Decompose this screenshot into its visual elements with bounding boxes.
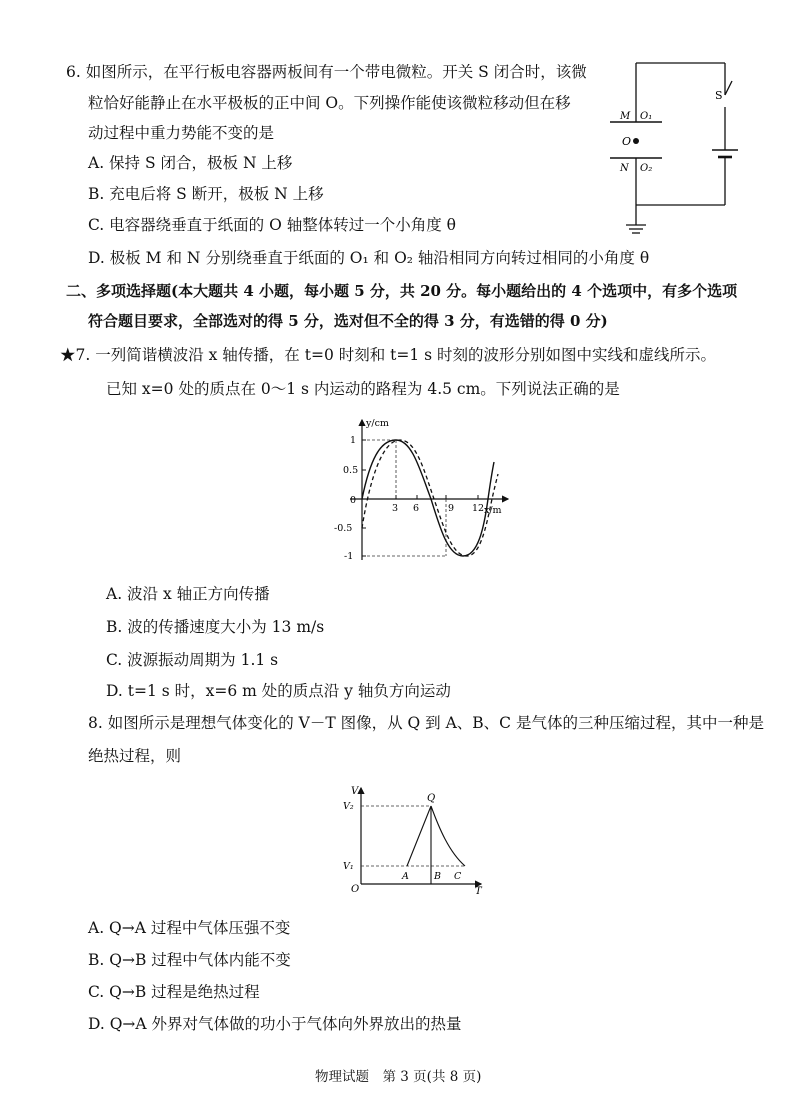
ytick-neg-0-5: -0.5 (334, 523, 353, 534)
xtick-3: 3 (392, 503, 399, 514)
capacitor-circuit-figure (600, 55, 750, 255)
ytick-0-5: 0.5 (343, 465, 359, 476)
switch-label: S (715, 89, 723, 102)
q6-option-d: D. 极板 M 和 N 分别绕垂直于纸面的 O₁ 和 O₂ 轴沿相同方向转过相同的小角度 θ (88, 249, 650, 267)
center-o-label: O (622, 135, 632, 148)
q-point-label: Q (427, 793, 436, 804)
q6-option-c: C. 电容器绕垂直于纸面的 O 轴整体转过一个小角度 θ (88, 216, 456, 234)
q7-option-b: B. 波的传播速度大小为 13 m/s (106, 618, 325, 636)
o1-label: O₁ (640, 111, 653, 122)
v1-label: V₁ (343, 861, 354, 872)
origin-label: O (351, 884, 360, 895)
q8-stem-line-1: 8. 如图所示是理想气体变化的 V－T 图像，从 Q 到 A、B、C 是气体的三种压缩过程，其中一种是 (88, 714, 764, 732)
vt-graph-figure (335, 782, 495, 897)
xtick-6: 6 (413, 503, 420, 514)
section-2-header-line-2: 符合题目要求，全部选对的得 5 分，选对但不全的得 3 分，有选错的得 0 分) (88, 312, 608, 330)
q8-option-a: A. Q→A 过程中气体压强不变 (88, 919, 291, 937)
t-axis-label: T (475, 886, 482, 897)
v-axis-label: V (351, 786, 359, 797)
q7-option-c: C. 波源振动周期为 1.1 s (106, 651, 279, 669)
q8-stem-line-2: 绝热过程，则 (88, 747, 182, 765)
q7-option-a: A. 波沿 x 轴正方向传播 (106, 585, 270, 603)
section-2-header-line-1: 二、多项选择题(本大题共 4 小题，每小题 5 分，共 20 分。每小题给出的 4 个选项中，有多个选项 (66, 282, 738, 300)
q8-option-b: B. Q→B 过程中气体内能不变 (88, 951, 291, 969)
ytick-1: 1 (350, 435, 357, 446)
q7-stem-line-1: ★7. 一列简谐横波沿 x 轴传播，在 t=0 时刻和 t=1 s 时刻的波形分别如图中实线和虚线所示。 (60, 346, 717, 364)
page-footer: 物理试题 第 3 页(共 8 页) (315, 1069, 482, 1085)
xtick-9: 9 (448, 503, 455, 514)
q-to-c-curve (431, 806, 465, 866)
wave-graph-figure (320, 410, 520, 570)
q6-option-b: B. 充电后将 S 断开，极板 N 上移 (88, 185, 324, 203)
q7-stem-line-2: 已知 x=0 处的质点在 0～1 s 内运动的路程为 4.5 cm。下列说法正确的是 (106, 380, 620, 398)
plate-n-label: N (620, 163, 629, 174)
ytick-neg-1: -1 (344, 551, 354, 562)
xtick-12: 12 (472, 503, 485, 514)
charged-particle (633, 138, 639, 144)
q-to-a-line (407, 806, 431, 866)
q6-stem-line-1: 6. 如图所示，在平行板电容器两板间有一个带电微粒。开关 S 闭合时，该微 (66, 63, 587, 81)
q6-option-a: A. 保持 S 闭合，极板 N 上移 (88, 154, 293, 172)
ytick-0: 0 (350, 495, 357, 506)
v2-label: V₂ (343, 801, 354, 812)
x-axis-label: x/m (484, 505, 502, 516)
plate-m-label: M (620, 111, 631, 122)
q8-option-c: C. Q→B 过程是绝热过程 (88, 983, 260, 1001)
y-axis-label: y/cm (366, 418, 389, 429)
c-point-label: C (454, 871, 462, 882)
q6-stem-line-2: 粒恰好能静止在水平极板的正中间 O。下列操作能使该微粒移动但在移 (88, 94, 571, 112)
q7-option-d: D. t=1 s 时，x=6 m 处的质点沿 y 轴负方向运动 (106, 682, 451, 700)
q8-option-d: D. Q→A 外界对气体做的功小于气体向外界放出的热量 (88, 1015, 462, 1033)
wave-solid-t0 (362, 440, 494, 556)
q6-stem-line-3: 动过程中重力势能不变的是 (88, 124, 275, 142)
b-point-label: B (434, 871, 441, 882)
o2-label: O₂ (640, 163, 653, 174)
a-point-label: A (402, 871, 409, 882)
